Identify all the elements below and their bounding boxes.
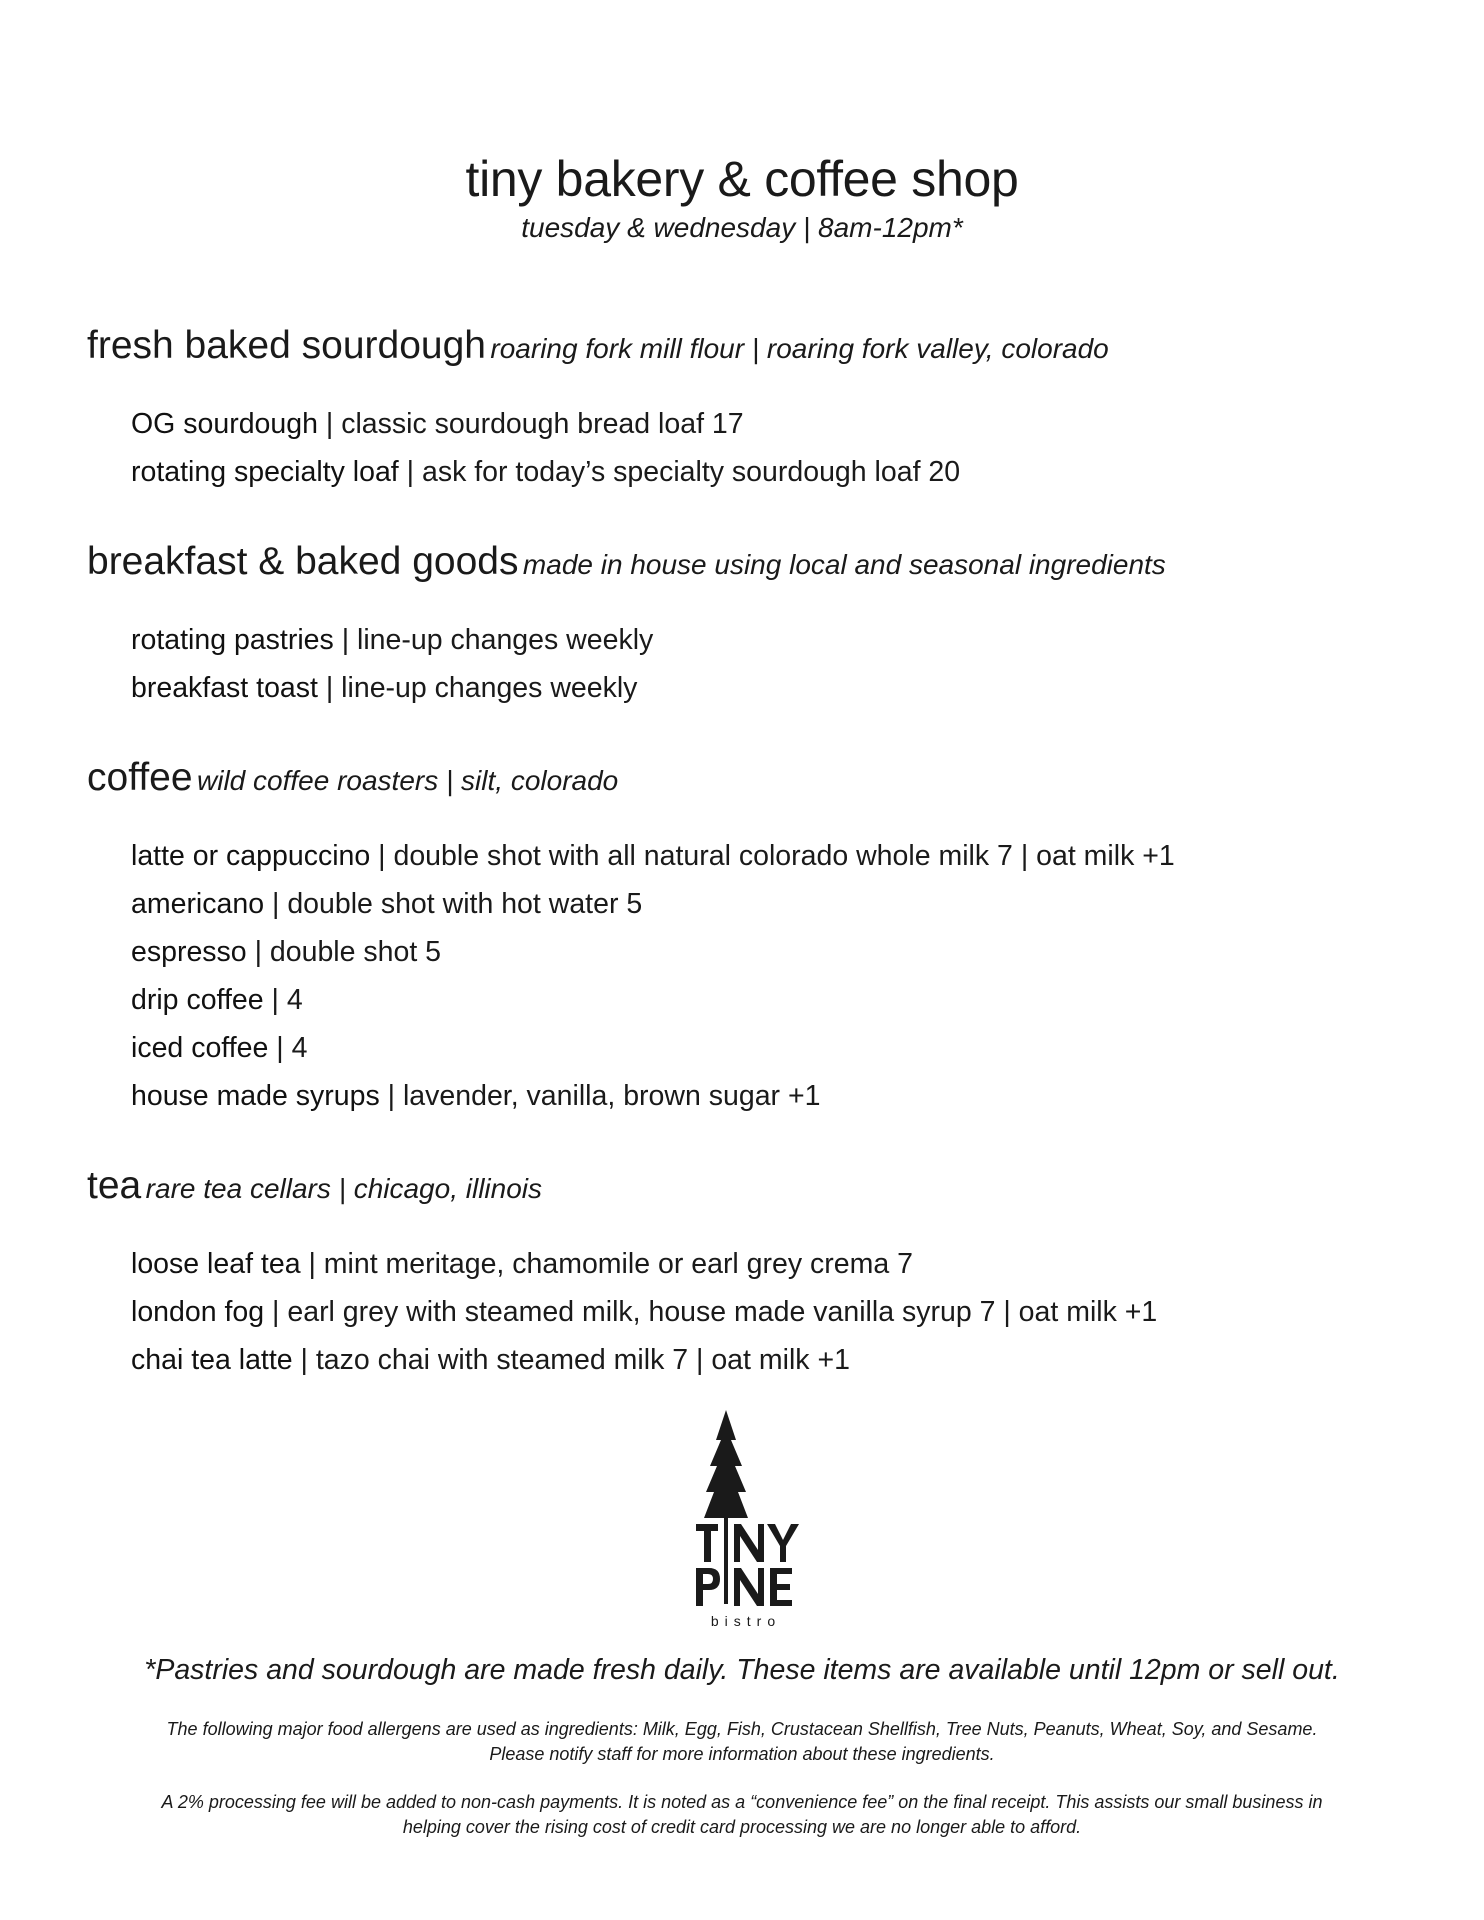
item-list [87, 400, 1407, 496]
item-list [87, 616, 1407, 712]
item-name: espresso [131, 936, 247, 968]
menu-item [131, 1336, 1407, 1384]
processing-fee-notice: A 2% processing fee will be added to non-cash payments. It is noted as a “convenience fee” on the final receipt. This assists our small business in helping cover the rising cost of credit card processing we are no longer able to afford. [161, 1792, 1323, 1837]
item-description: | line-up changes weekly [333, 624, 654, 656]
section-coffee [87, 752, 1407, 1120]
freshness-footnote: *Pastries and sourdough are made fresh daily. These items are available until 12pm or sell out. [144, 1654, 1340, 1686]
item-name: loose leaf tea [131, 1248, 301, 1280]
item-list [87, 1240, 1407, 1384]
section-title: breakfast & baked goods [87, 540, 519, 583]
menu-item [131, 1072, 1407, 1120]
item-name: chai tea latte [131, 1344, 293, 1376]
menu-item [131, 928, 1407, 976]
item-name: latte or cappuccino [131, 840, 371, 872]
allergen-notice: The following major food allergens are used as ingredients: Milk, Egg, Fish, Crustacean Shellfish, Tree Nuts, Peanuts, Wheat, Soy, and Sesame. Please notify staff for more information about these ingredients. [166, 1719, 1318, 1764]
section-title: fresh baked sourdough [87, 324, 486, 367]
item-description: | earl grey with steamed milk, house made vanilla syrup 7 | oat milk +1 [264, 1296, 1158, 1328]
item-description: | double shot with hot water 5 [264, 888, 643, 920]
logo-tagline: bistro [710, 1613, 782, 1629]
menu-item [131, 448, 1407, 496]
section-note: made in house using local and seasonal ingredients [522, 549, 1166, 580]
item-description: | lavender, vanilla, brown sugar +1 [379, 1080, 821, 1112]
section-heading [87, 752, 1407, 812]
section-tea [87, 1160, 1407, 1384]
menu-item [131, 832, 1407, 880]
hours-subtitle: tuesday & wednesday | 8am-12pm* [521, 212, 963, 243]
menu-header [0, 148, 1484, 246]
section-title: tea [87, 1164, 142, 1207]
pine-tree-icon [692, 1410, 812, 1630]
menu-item [131, 664, 1407, 712]
section-heading [87, 1160, 1407, 1220]
item-description: | classic sourdough bread loaf 17 [317, 408, 744, 440]
item-description: | double shot 5 [246, 936, 442, 968]
menu-item [131, 400, 1407, 448]
section-sourdough [87, 320, 1407, 496]
item-list [87, 832, 1407, 1120]
menu-item [131, 616, 1407, 664]
item-name: rotating specialty loaf [131, 456, 399, 488]
item-name: iced coffee [131, 1032, 269, 1064]
item-description: | double shot with all natural colorado whole milk 7 | oat milk +1 [370, 840, 1175, 872]
item-name: drip coffee [131, 984, 264, 1016]
menu-item [131, 976, 1407, 1024]
item-name: house made syrups [131, 1080, 380, 1112]
section-heading [87, 536, 1407, 596]
section-title: coffee [87, 756, 193, 799]
menu-item [131, 880, 1407, 928]
item-name: breakfast toast [131, 672, 318, 704]
item-description: | tazo chai with steamed milk 7 | oat milk +1 [292, 1344, 850, 1376]
tiny-pine-logo [692, 1410, 812, 1630]
section-heading [87, 320, 1407, 380]
item-name: rotating pastries [131, 624, 334, 656]
item-description: | mint meritage, chamomile or earl grey crema 7 [300, 1248, 913, 1280]
menu-item [131, 1288, 1407, 1336]
item-name: OG sourdough [131, 408, 318, 440]
item-description: | 4 [268, 1032, 308, 1064]
section-note: wild coffee roasters | silt, colorado [197, 765, 619, 796]
item-description: | line-up changes weekly [317, 672, 638, 704]
section-note: rare tea cellars | chicago, illinois [145, 1173, 543, 1204]
item-description: | 4 [263, 984, 303, 1016]
menu-item [131, 1240, 1407, 1288]
item-name: london fog [131, 1296, 265, 1328]
item-description: | ask for today’s specialty sourdough loaf 20 [398, 456, 961, 488]
page-title: tiny bakery & coffee shop [465, 151, 1019, 207]
menu-item [131, 1024, 1407, 1072]
section-breakfast [87, 536, 1407, 712]
section-note: roaring fork mill flour | roaring fork valley, colorado [490, 333, 1109, 364]
item-name: americano [131, 888, 265, 920]
